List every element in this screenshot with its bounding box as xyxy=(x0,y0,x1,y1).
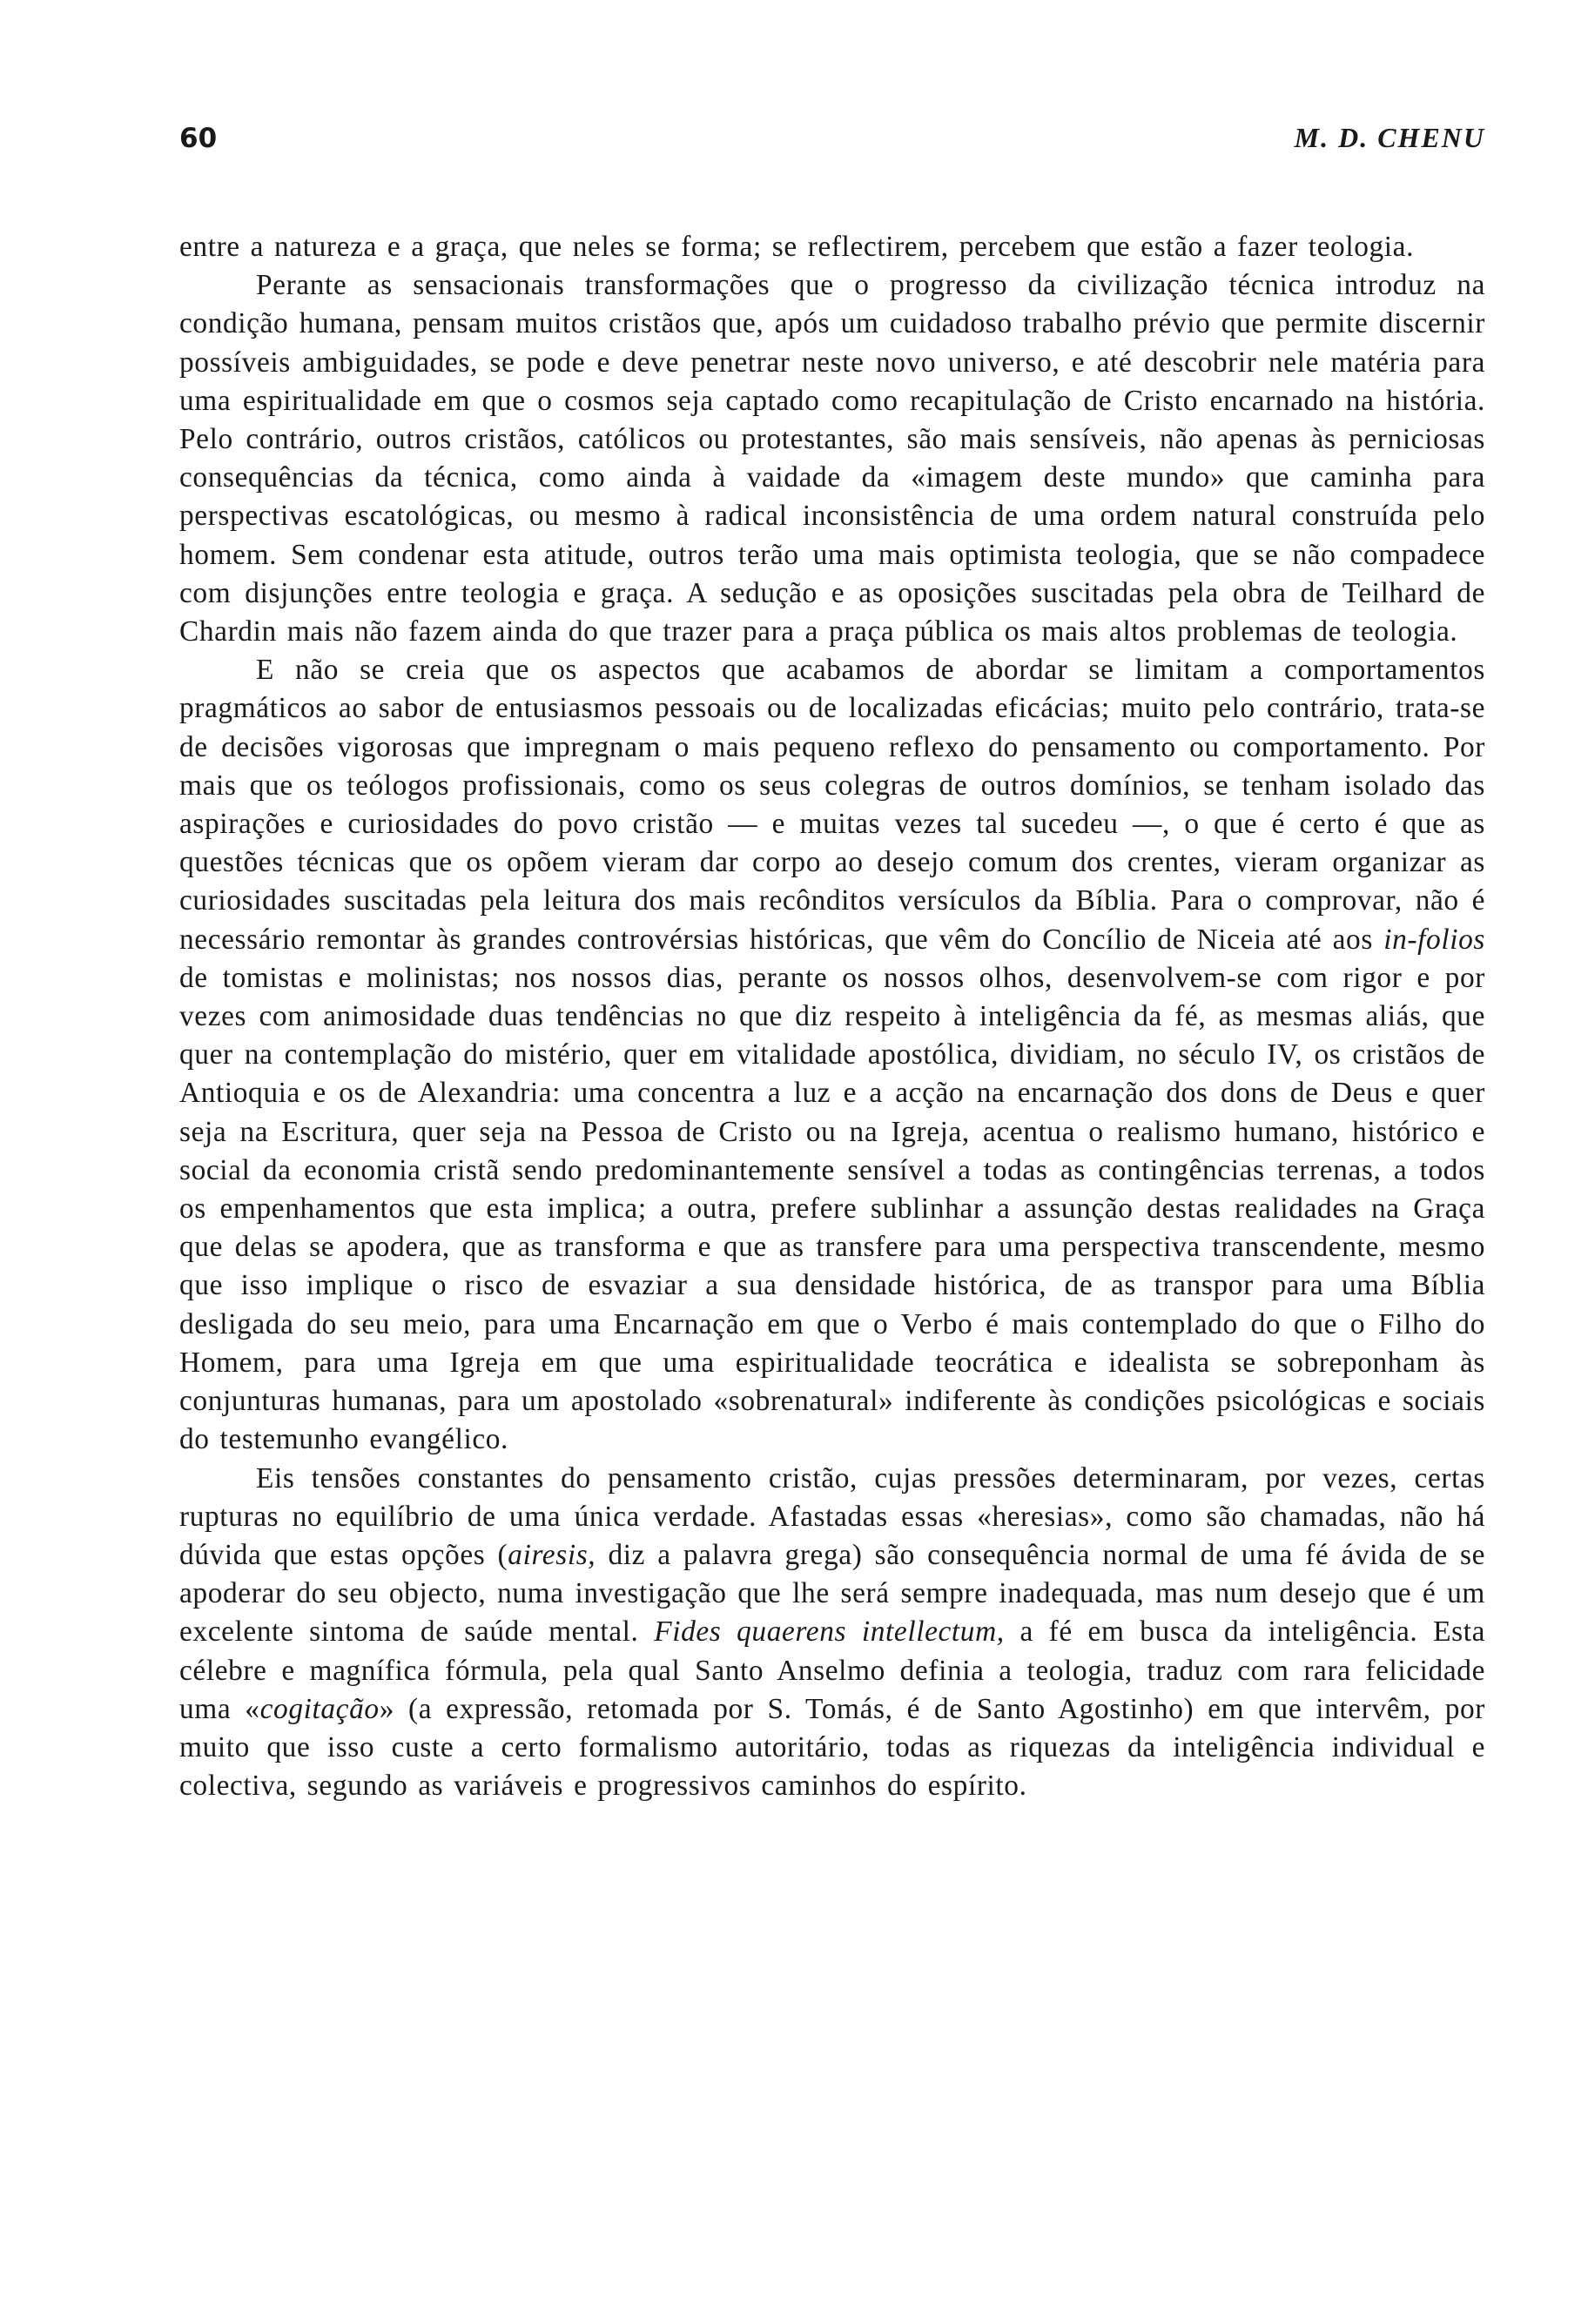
book-page xyxy=(179,122,1485,1805)
running-head-author: M. D. CHENU xyxy=(1294,122,1485,153)
text-run: » (a expressão, retomada por S. Tomás, é de Santo Agostinho) em que intervêm, por muito que isso custe a certo formalismo autoritário, todas as riquezas da inteligência individual e colectiva, segundo as variáveis e progressivos caminhos do espírito. xyxy=(179,1692,1486,1803)
italic-text: Fides quaerens intellectum, xyxy=(654,1615,1005,1649)
page-header xyxy=(179,122,1485,174)
text-run: entre a natureza e a graça, que neles se forma; se reflectirem, percebem que estão a fazer teologia. xyxy=(179,231,1415,263)
italic-text: cogitação xyxy=(259,1692,380,1725)
text-run: a fé em busca da inteligência. Esta célebre e magnífica fórmula, pela qual Santo Anselmo definia a teologia, traduz com rara felicidade uma « xyxy=(179,1615,1485,1725)
paragraph xyxy=(179,1460,1485,1806)
italic-text: airesis, xyxy=(508,1538,596,1571)
paragraph xyxy=(179,228,1485,266)
body-text xyxy=(179,228,1485,1805)
text-run: diz a palavra grega) são consequência normal de uma fé ávida de se apoderar do seu objecto, numa investigação que lhe será sempre inadequada, mas num desejo que é um excelente sintoma de saúde mental. xyxy=(179,1538,1486,1649)
text-run: Perante as sensacionais transformações que o progresso da civilização técnica introduz na condição humana, pensam muitos cristãos que, após um cuidadoso trabalho prévio que permite discernir possíveis ambiguidades, se pode e deve penetrar neste novo universo, e até descobrir nele matéria para uma espiritualidade em que o cosmos seja captado como recapitulação de Cristo encarnado na história. Pelo contrário, outros cristãos, católicos ou protestantes, são mais sensíveis, não apenas às perniciosas consequências da técnica, como ainda à vaidade da «imagem deste mundo» que caminha para perspectivas escatológicas, ou mesmo à radical inconsistência de uma ordem natural construída pelo homem. Sem condenar esta atitude, outros terão uma mais optimista teologia, que se não compadece com disjunções entre teologia e graça. A sedução e as oposições suscitadas pela obra de Teilhard de Chardin mais não fazem ainda do que trazer para a praça pública os mais altos problemas de teologia. xyxy=(179,269,1485,648)
paragraph xyxy=(179,651,1485,1459)
text-run: de tomistas e molinistas; nos nossos dias, perante os nossos olhos, desenvolvem-se com rigor e por vezes com animosidade duas tendências no que diz respeito à inteligência da fé, as mesmas aliás, que quer na contemplação do mistério, quer em vitalidade apostólica, dividiam, no século IV, os cristãos de Antioquia e os de Alexandria: uma concentra a luz e a acção na encarnação dos dons de Deus e quer seja na Escritura, quer seja na Pessoa de Cristo ou na Igreja, acentua o realismo humano, histórico e social da economia cristã sendo predominantemente sensível a todas as contingências terrenas, a todos os empenhamentos que esta implica; a outra, prefere sublinhar a assunção destas realidades na Graça que delas se apodera, que as transforma e que as transfere para uma perspectiva transcendente, mesmo que isso implique o risco de esvaziar a sua densidade histórica, de as transpor para uma Bíblia desligada do seu meio, para uma Encarnação em que o Verbo é mais contemplado do que o Filho do Homem, para uma Igreja em que uma espiritualidade teocrática e idealista se sobreponham às conjunturas humanas, para um apostolado «sobrenatural» indiferente às condições psicológicas e sociais do testemunho evangélico. xyxy=(179,961,1485,1456)
italic-text: in-folios xyxy=(1383,923,1485,956)
text-run: E não se creia que os aspectos que acabamos de abordar se limitam a comportamentos pragmáticos ao sabor de entusiasmos pessoais ou de localizadas eficácias; muito pelo contrário, trata-se de decisões vigorosas que impregnam o mais pequeno reflexo do pensamento ou comportamento. Por mais que os teólogos profissionais, como os seus colegras de outros domínios, se tenham isolado das aspirações e curiosidades do povo cristão — e muitas vezes tal sucedeu —, o que é certo é que as questões técnicas que os opõem vieram dar corpo ao desejo comum dos crentes, vieram organizar as curiosidades suscitadas pela leitura dos mais recônditos versículos da Bíblia. Para o comprovar, não é necessário remontar às grandes controvérsias históricas, que vêm do Concílio de Niceia até aos xyxy=(179,654,1485,956)
paragraph xyxy=(179,266,1485,651)
page-number: 60 xyxy=(179,123,218,154)
text-run: Eis tensões constantes do pensamento cristão, cujas pressões determinaram, por vezes, certas rupturas no equilíbrio de uma única verdade. Afastadas essas «heresias», como são chamadas, não há dúvida que estas opções ( xyxy=(179,1461,1485,1571)
